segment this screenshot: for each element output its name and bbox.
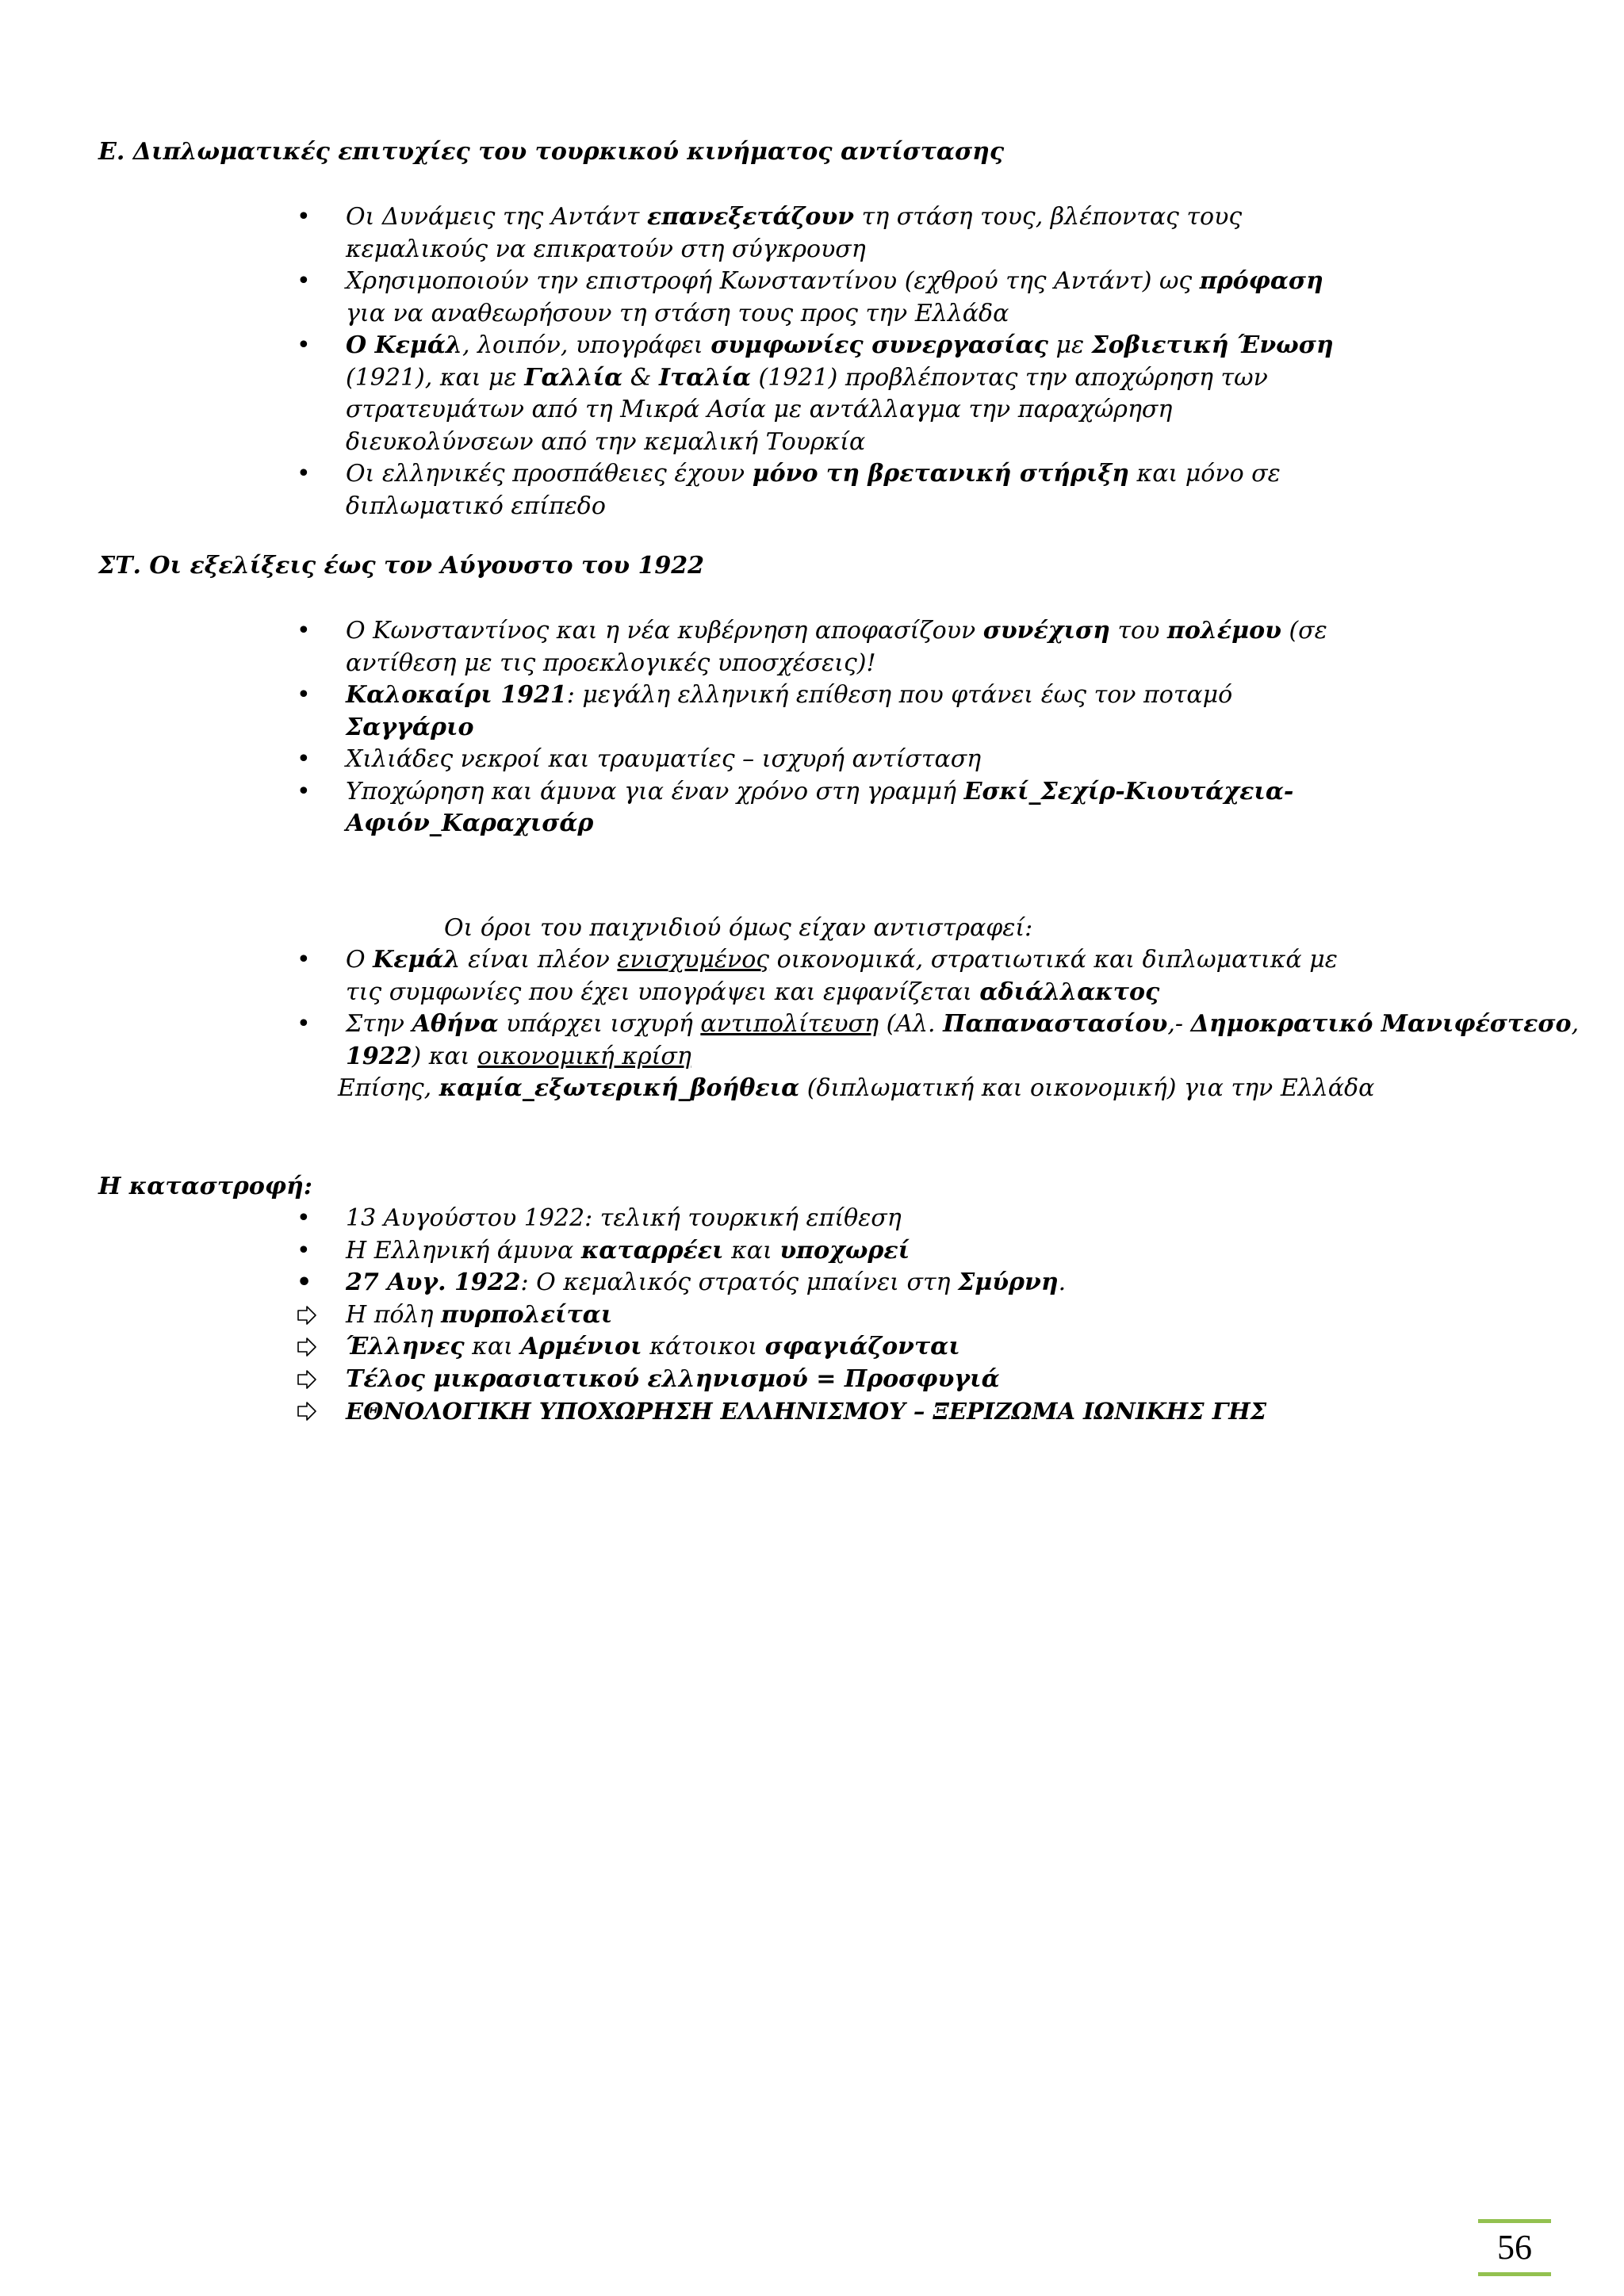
bullet-icon: •	[297, 617, 311, 645]
list-item: • 27 Αυγ. 1922: Ο κεμαλικός στρατός μπαίνει στη Σμύρνη.	[297, 1267, 1624, 1299]
page-number-top-rule	[1478, 2219, 1551, 2223]
bullet-icon: •	[297, 1236, 311, 1265]
arrow-right-outline-icon	[297, 1364, 317, 1389]
bullet-icon: •	[297, 745, 311, 773]
bullet-icon: •	[297, 460, 311, 488]
bullet-icon: •	[297, 1269, 312, 1296]
page-number: 56	[1497, 2228, 1532, 2267]
bullet-icon: •	[297, 203, 311, 231]
section-heading-st: ΣΤ. Οι εξελίξεις έως τον Αύγουστο του 1922	[98, 552, 704, 580]
bullet-icon: •	[297, 331, 311, 359]
list-item: • 13 Αυγούστου 1922: τελική τουρκική επίθεση	[297, 1203, 1624, 1235]
list-item: • Χρησιμοποιούν την επιστροφή Κωνσταντίνου (εχθρού της Αντάντ) ως πρόφαση για να αναθεωρήσουν τη στάση τους προς την Ελλάδα	[297, 267, 1323, 327]
bullet-icon: •	[297, 681, 311, 709]
list-section-e	[297, 201, 1624, 522]
list-item: • Ο Κεμάλ, λοιπόν, υπογράφει συμφωνίες συνεργασίας με Σοβιετική Ένωση (1921), και με Γαλλία & Ιταλία (1921) προβλέποντας την αποχώρηση των στρατευμάτων από τη Μικρά Ασία με αντάλλαγμα την παραχώρηση διευκολύνσεων από την κεμαλική Τουρκία	[297, 331, 1334, 456]
list-item: Η πόλη πυρπολείται	[297, 1299, 1624, 1332]
list-section-catastrophe	[297, 1203, 1624, 1428]
list-section-st-reversal	[297, 944, 1624, 1073]
list-item: ΕΘΝΟΛΟΓΙΚΗ ΥΠΟΧΩΡΗΣΗ ΕΛΛΗΝΙΣΜΟΥ – ΞΕΡΙΖΩΜΑ ΙΩΝΙΚΗΣ ΓΗΣ	[297, 1395, 1624, 1428]
list-item: • Χιλιάδες νεκροί και τραυματίες – ισχυρή αντίσταση	[297, 744, 1624, 776]
list-item: • Οι ελληνικές προσπάθειες έχουν μόνο τη βρετανική στήριξη και μόνο σε διπλωματικό επίπεδο	[297, 460, 1281, 520]
external-help-text: Επίσης, καμία_εξωτερική_βοήθεια (διπλωματική και οικονομική) για την Ελλάδα	[338, 1074, 1375, 1102]
arrow-right-outline-icon	[297, 1299, 317, 1325]
section-heading-catastrophe: Η καταστροφή:	[98, 1173, 312, 1200]
game-terms-text: Οι όροι του παιχνιδιού όμως είχαν αντιστραφεί:	[444, 914, 1033, 942]
bullet-icon: •	[297, 1204, 311, 1232]
bullet-icon: •	[297, 1010, 311, 1038]
list-item: • Ο Κωνσταντίνος και η νέα κυβέρνηση αποφασίζουν συνέχιση του πολέμου (σε αντίθεση με τις προεκλογικές υποσχέσεις)!	[297, 617, 1327, 677]
bullet-icon: •	[297, 777, 311, 806]
list-item: Τέλος μικρασιατικού ελληνισμού = Προσφυγιά	[297, 1364, 1624, 1396]
section-heading-e: Ε. Διπλωματικές επιτυχίες του τουρκικού κινήματος αντίστασης	[98, 138, 1005, 166]
arrow-right-outline-icon	[297, 1395, 317, 1421]
list-item: • Υποχώρηση και άμυνα για έναν χρόνο στη γραμμή Εσκί_Σεχίρ-Κιουτάχεια- Αφιόν_Καραχισάρ	[297, 777, 1294, 837]
list-item: • Οι Δυνάμεις της Αντάντ επανεξετάζουν τη στάση τους, βλέποντας τους κεμαλικούς να επικρατούν στη σύγκρουση	[297, 203, 1243, 263]
list-item: • Στην Αθήνα υπάρχει ισχυρή αντιπολίτευση (Αλ. Παπαναστασίου,- Δημοκρατικό Μανιφέστεσο, 1922) και οικονομική κρίση	[297, 1010, 1580, 1070]
bullet-icon: •	[297, 946, 311, 974]
list-item: • Καλοκαίρι 1921: μεγάλη ελληνική επίθεση που φτάνει έως τον ποταμό Σαγγάριο	[297, 681, 1233, 741]
page-number-bottom-rule	[1478, 2272, 1551, 2276]
list-item: Έλληνες και Αρμένιοι κάτοικοι σφαγιάζονται	[297, 1331, 1624, 1364]
list-item: • Η Ελληνική άμυνα καταρρέει και υποχωρεί	[297, 1235, 1624, 1268]
bullet-icon: •	[297, 267, 311, 295]
list-section-st	[297, 615, 1624, 840]
arrow-right-outline-icon	[297, 1331, 317, 1357]
list-item: • Ο Κεμάλ είναι πλέον ενισχυμένος οικονομικά, στρατιωτικά και διπλωματικά με τις συμφωνίες που έχει υπογράψει και εμφανίζεται αδιάλλακτος	[297, 946, 1338, 1006]
